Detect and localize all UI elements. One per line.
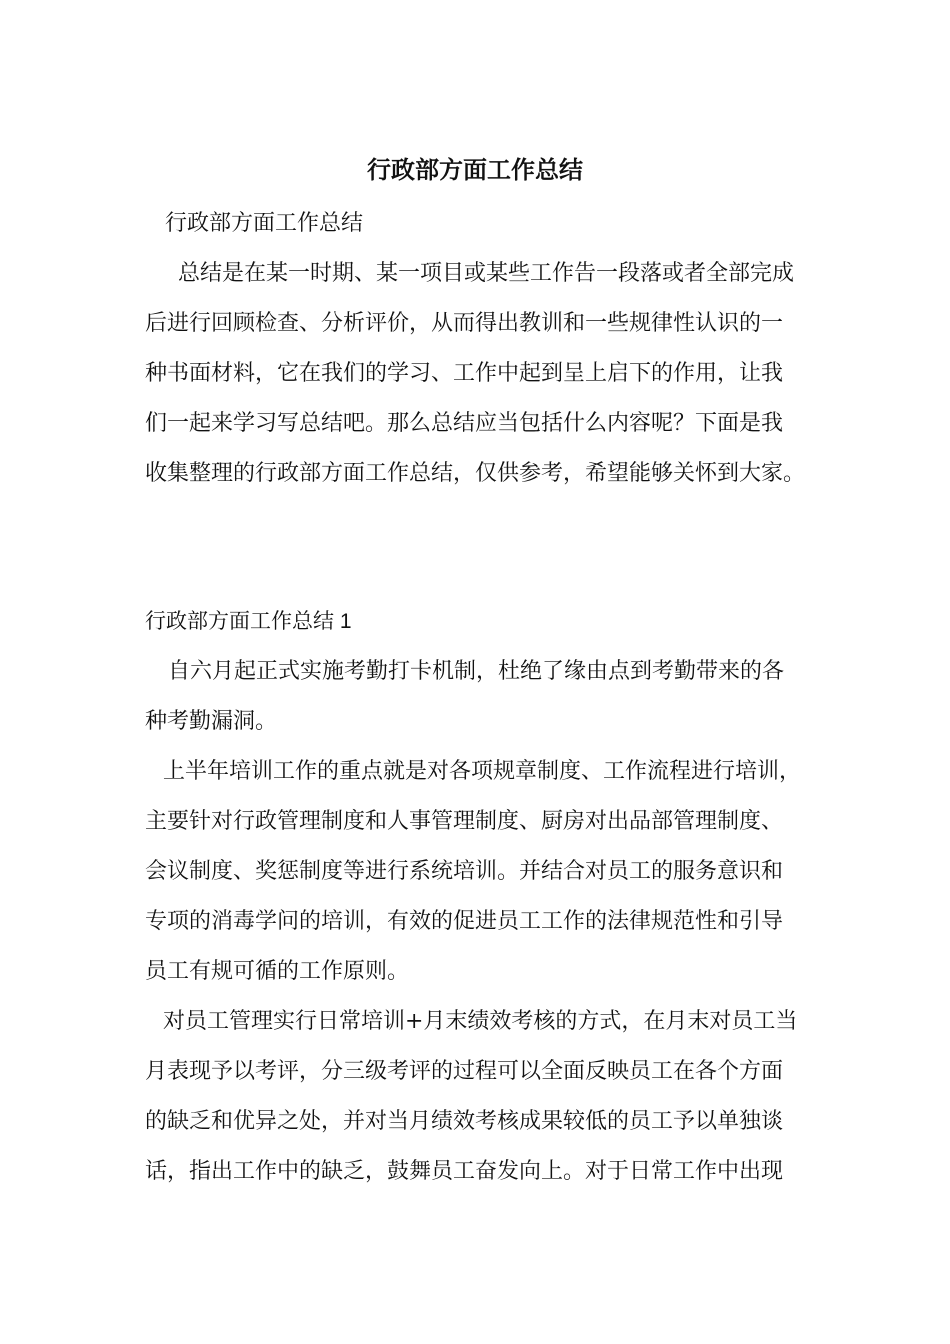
intro-line-2: 后进行回顾检查、分析评价，从而得出教训和一些规律性认识的一: [145, 311, 784, 336]
para3-line-2: 月表现予以考评，分三级考评的过程可以全面反映员工在各个方面: [145, 1059, 784, 1084]
para2-line-5: 员工有规可循的工作原则。: [145, 959, 410, 984]
intro-line-4: 们一起来学习写总结吧。那么总结应当包括什么内容呢？下面是我: [145, 411, 784, 436]
section-heading-1: 行政部方面工作总结 1: [145, 610, 352, 633]
para3-line-4: 话，指出工作中的缺乏，鼓舞员工奋发向上。对于日常工作中出现: [145, 1159, 784, 1184]
para2-line-1: 上半年培训工作的重点就是对各项规章制度、工作流程进行培训，: [163, 759, 802, 784]
para1-line-1: 自六月起正式实施考勤打卡机制，杜绝了缘由点到考勤带来的各: [168, 659, 785, 684]
document-title: 行政部方面工作总结: [367, 155, 583, 184]
para3-line-1: 对员工管理实行日常培训+月末绩效考核的方式，在月末对员工当: [163, 1009, 798, 1034]
intro-line-1: 总结是在某一时期、某一项目或某些工作告一段落或者全部完成: [178, 261, 795, 286]
intro-line-3: 种书面材料，它在我们的学习、工作中起到呈上启下的作用，让我: [145, 361, 784, 386]
intro-line-5: 收集整理的行政部方面工作总结，仅供参考，希望能够关怀到大家。: [145, 461, 806, 486]
para2-line-2: 主要针对行政管理制度和人事管理制度、厨房对出品部管理制度、: [145, 809, 784, 834]
document-subtitle: 行政部方面工作总结: [165, 211, 364, 236]
para3-line-3: 的缺乏和优异之处，并对当月绩效考核成果较低的员工予以单独谈: [145, 1109, 784, 1134]
para2-line-4: 专项的消毒学问的培训，有效的促进员工工作的法律规范性和引导: [145, 909, 784, 934]
para2-line-3: 会议制度、奖惩制度等进行系统培训。并结合对员工的服务意识和: [145, 859, 784, 884]
para1-line-2: 种考勤漏洞。: [145, 709, 278, 734]
